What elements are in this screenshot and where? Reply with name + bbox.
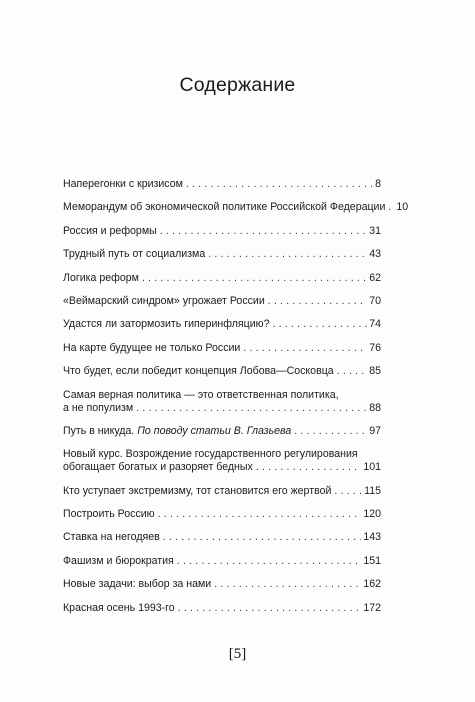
toc-entry-page: 151: [363, 554, 381, 567]
dot-leader: [208, 248, 367, 261]
toc-entry-subtitle-italic: По поводу статьи В. Глазьева: [137, 424, 292, 437]
toc-entry-page: 43: [369, 248, 381, 261]
toc-entry: [63, 578, 381, 591]
toc-entry: [63, 248, 381, 261]
page-title: Содержание: [179, 74, 296, 96]
dot-leader: [214, 578, 361, 591]
toc-entry-page: 62: [369, 271, 381, 284]
table-of-contents: [63, 178, 409, 625]
toc-entry-title: Фашизм и бюрократия: [63, 554, 174, 567]
dot-leader: [273, 318, 368, 331]
toc-entry-page: 97: [369, 424, 381, 437]
toc-entry-title: Логика реформ: [63, 271, 139, 284]
toc-entry-title-line-1: Новый курс. Возрождение государственного регулирования: [63, 448, 358, 461]
toc-entry-page: 101: [363, 461, 381, 474]
dot-leader: [136, 402, 367, 415]
dot-leader: [334, 485, 362, 498]
toc-entry-title: Удастся ли затормозить гиперинфляцию?: [63, 318, 270, 331]
page-number: [5]: [228, 646, 247, 662]
dot-leader: [158, 508, 362, 521]
toc-entry-title: Ставка на негодяев: [63, 531, 160, 544]
toc-entry-page: 88: [369, 401, 381, 414]
toc-entry-title: Красная осень 1993-го: [63, 601, 175, 614]
toc-entry-title: Что будет, если победит концепция Лобова—Сосковца: [63, 365, 334, 378]
toc-entry-page: 143: [363, 531, 381, 544]
toc-entry-title: Новые задачи: выбор за нами: [63, 578, 212, 591]
toc-entry: [63, 531, 381, 544]
dot-leader: [388, 201, 394, 214]
dot-leader: [163, 531, 362, 544]
toc-entry: [63, 272, 381, 285]
toc-entry-title: Россия и реформы: [63, 224, 157, 237]
toc-entry-title: Трудный путь от социализма: [63, 248, 206, 261]
toc-entry-title: Кто уступает экстремизму, тот становится его жертвой: [63, 484, 332, 497]
toc-entry: [63, 318, 381, 331]
toc-entry: [63, 485, 381, 498]
toc-entry-page: 8: [375, 178, 381, 190]
dot-leader: [294, 425, 367, 438]
dot-leader: [256, 461, 361, 474]
toc-entry-page: 76: [369, 341, 381, 354]
toc-entry: [63, 225, 381, 238]
dot-leader: [177, 555, 362, 568]
toc-entry: [63, 425, 381, 438]
toc-entry-page: 162: [363, 578, 381, 591]
toc-entry-page: 115: [364, 484, 381, 497]
toc-entry-title-line-2: а не популизм: [63, 401, 134, 414]
dot-leader: [142, 272, 367, 285]
toc-entry: [63, 295, 381, 308]
toc-entry-page: 120: [363, 508, 381, 521]
toc-entry-title-line-1: Самая верная политика — это ответственная политика,: [63, 388, 339, 401]
toc-entry-title-line-2: обогащает богатых и разоряет бедных: [63, 461, 253, 474]
toc-entry-page: 74: [369, 318, 381, 331]
toc-entry: [63, 365, 381, 378]
toc-entry: [63, 389, 381, 415]
dot-leader: [178, 602, 362, 615]
dot-leader: [160, 225, 367, 238]
toc-entry: [63, 178, 381, 191]
toc-entry-page: 10: [396, 201, 409, 214]
dot-leader: [186, 178, 373, 191]
toc-entry-title: Путь в никуда.: [63, 424, 135, 437]
toc-entry: [63, 201, 409, 214]
toc-entry-title: Наперегонки с кризисом: [63, 178, 183, 190]
toc-entry-page: 85: [369, 365, 381, 378]
toc-entry: [63, 555, 381, 568]
toc-entry: [63, 508, 381, 521]
toc-entry-page: 172: [363, 601, 381, 614]
dot-leader: [243, 342, 367, 355]
toc-entry: [63, 448, 381, 474]
toc-entry-page: 31: [369, 224, 381, 237]
toc-entry: [63, 602, 381, 615]
dot-leader: [337, 365, 368, 378]
toc-entry-page: 70: [369, 294, 381, 307]
toc-entry: [63, 342, 381, 355]
toc-entry-title: «Веймарский синдром» угрожает России: [63, 294, 265, 307]
toc-entry-title: На карте будущее не только России: [63, 341, 241, 354]
toc-entry-title: Меморандум об экономической политике Российской Федерации: [63, 201, 386, 214]
toc-entry-title: Построить Россию: [63, 508, 155, 521]
dot-leader: [268, 295, 367, 308]
